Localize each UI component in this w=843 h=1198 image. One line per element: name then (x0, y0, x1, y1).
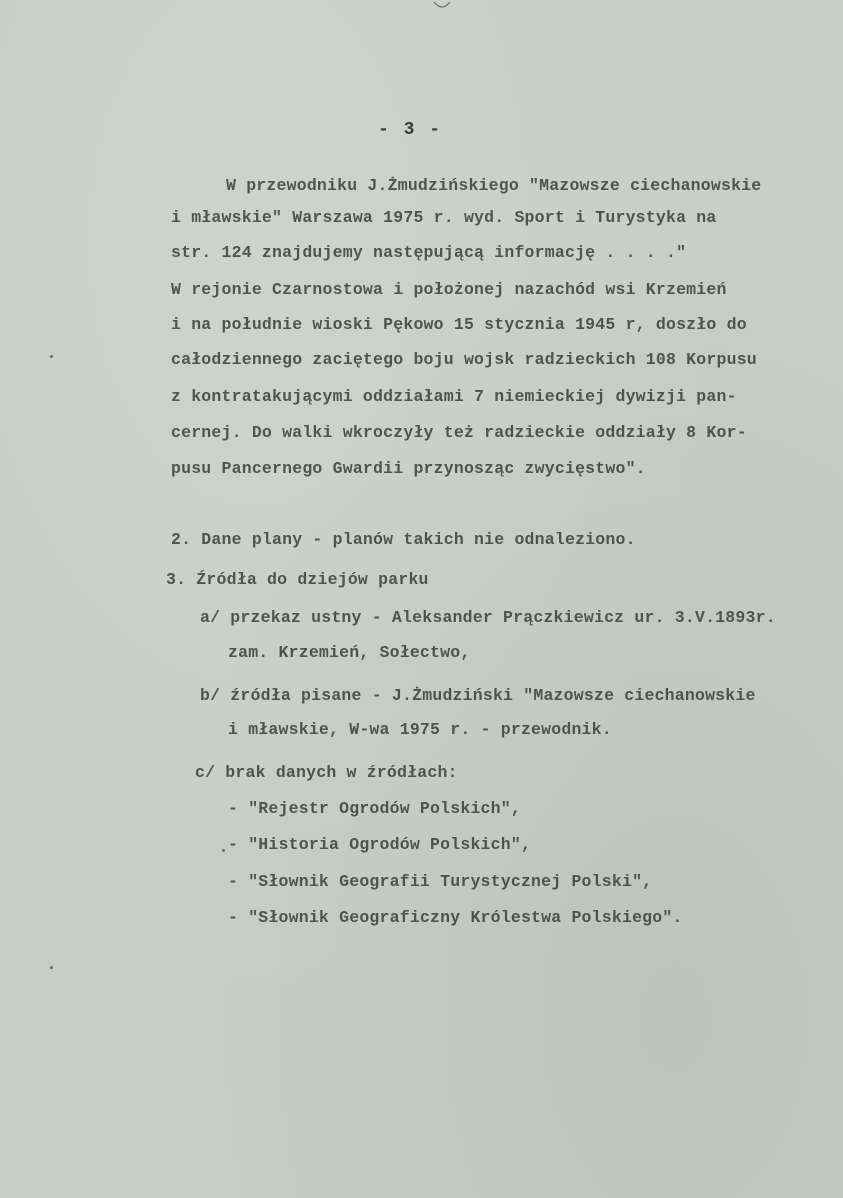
paragraph-line-9: pusu Pancernego Gwardii przynosząc zwycięstwo". (171, 459, 646, 478)
scan-speck (222, 849, 225, 852)
paragraph-line-2: i mławskie" Warszawa 1975 r. wyd. Sport i Turystyka na (171, 208, 717, 227)
paragraph-line-3: str. 124 znajdujemy następującą informację . . . ." (171, 243, 687, 262)
paragraph-line-7: z kontratakującymi oddziałami 7 niemieckiej dywizji pan- (171, 387, 737, 406)
item-3c-heading: c/ brak danych w źródłach: (195, 763, 458, 782)
paragraph-line-6: całodziennego zaciętego boju wojsk radzieckich 108 Korpusu (171, 350, 757, 369)
item-3c-list-item-2: - "Historia Ogrodów Polskich", (228, 835, 532, 854)
paragraph-line-1: W przewodniku J.Żmudzińskiego "Mazowsze ciechanowskie (226, 176, 762, 195)
paragraph-line-5: i na południe wioski Pękowo 15 stycznia 1945 r, doszło do (171, 315, 747, 334)
item-3b-line-2: i mławskie, W-wa 1975 r. - przewodnik. (228, 720, 612, 739)
item-3b-line-1: b/ źródła pisane - J.Żmudziński "Mazowsze ciechanowskie (200, 686, 756, 705)
top-corner-mark (432, 0, 452, 14)
item-3c-list-item-3: - "Słownik Geografii Turystycznej Polski", (228, 872, 653, 891)
scan-speck (50, 966, 53, 969)
item-3a-line-1: a/ przekaz ustny - Aleksander Prączkiewicz ur. 3.V.1893r. (200, 608, 776, 627)
item-3-heading: 3. Źródła do dziejów parku (166, 570, 429, 589)
paragraph-line-4: W rejonie Czarnostowa i położonej nazachód wsi Krzemień (171, 280, 727, 299)
paragraph-line-8: cernej. Do walki wkroczyły też radzieckie oddziały 8 Kor- (171, 423, 747, 442)
item-3c-list-item-1: - "Rejestr Ogrodów Polskich", (228, 799, 521, 818)
item-3c-list-item-4: - "Słownik Geograficzny Królestwa Polskiego". (228, 908, 683, 927)
scan-speck (50, 355, 53, 358)
page-number: - 3 - (378, 120, 443, 140)
item-3a-line-2: zam. Krzemień, Sołectwo, (228, 643, 471, 662)
item-2-plans: 2. Dane plany - planów takich nie odnaleziono. (171, 530, 636, 549)
